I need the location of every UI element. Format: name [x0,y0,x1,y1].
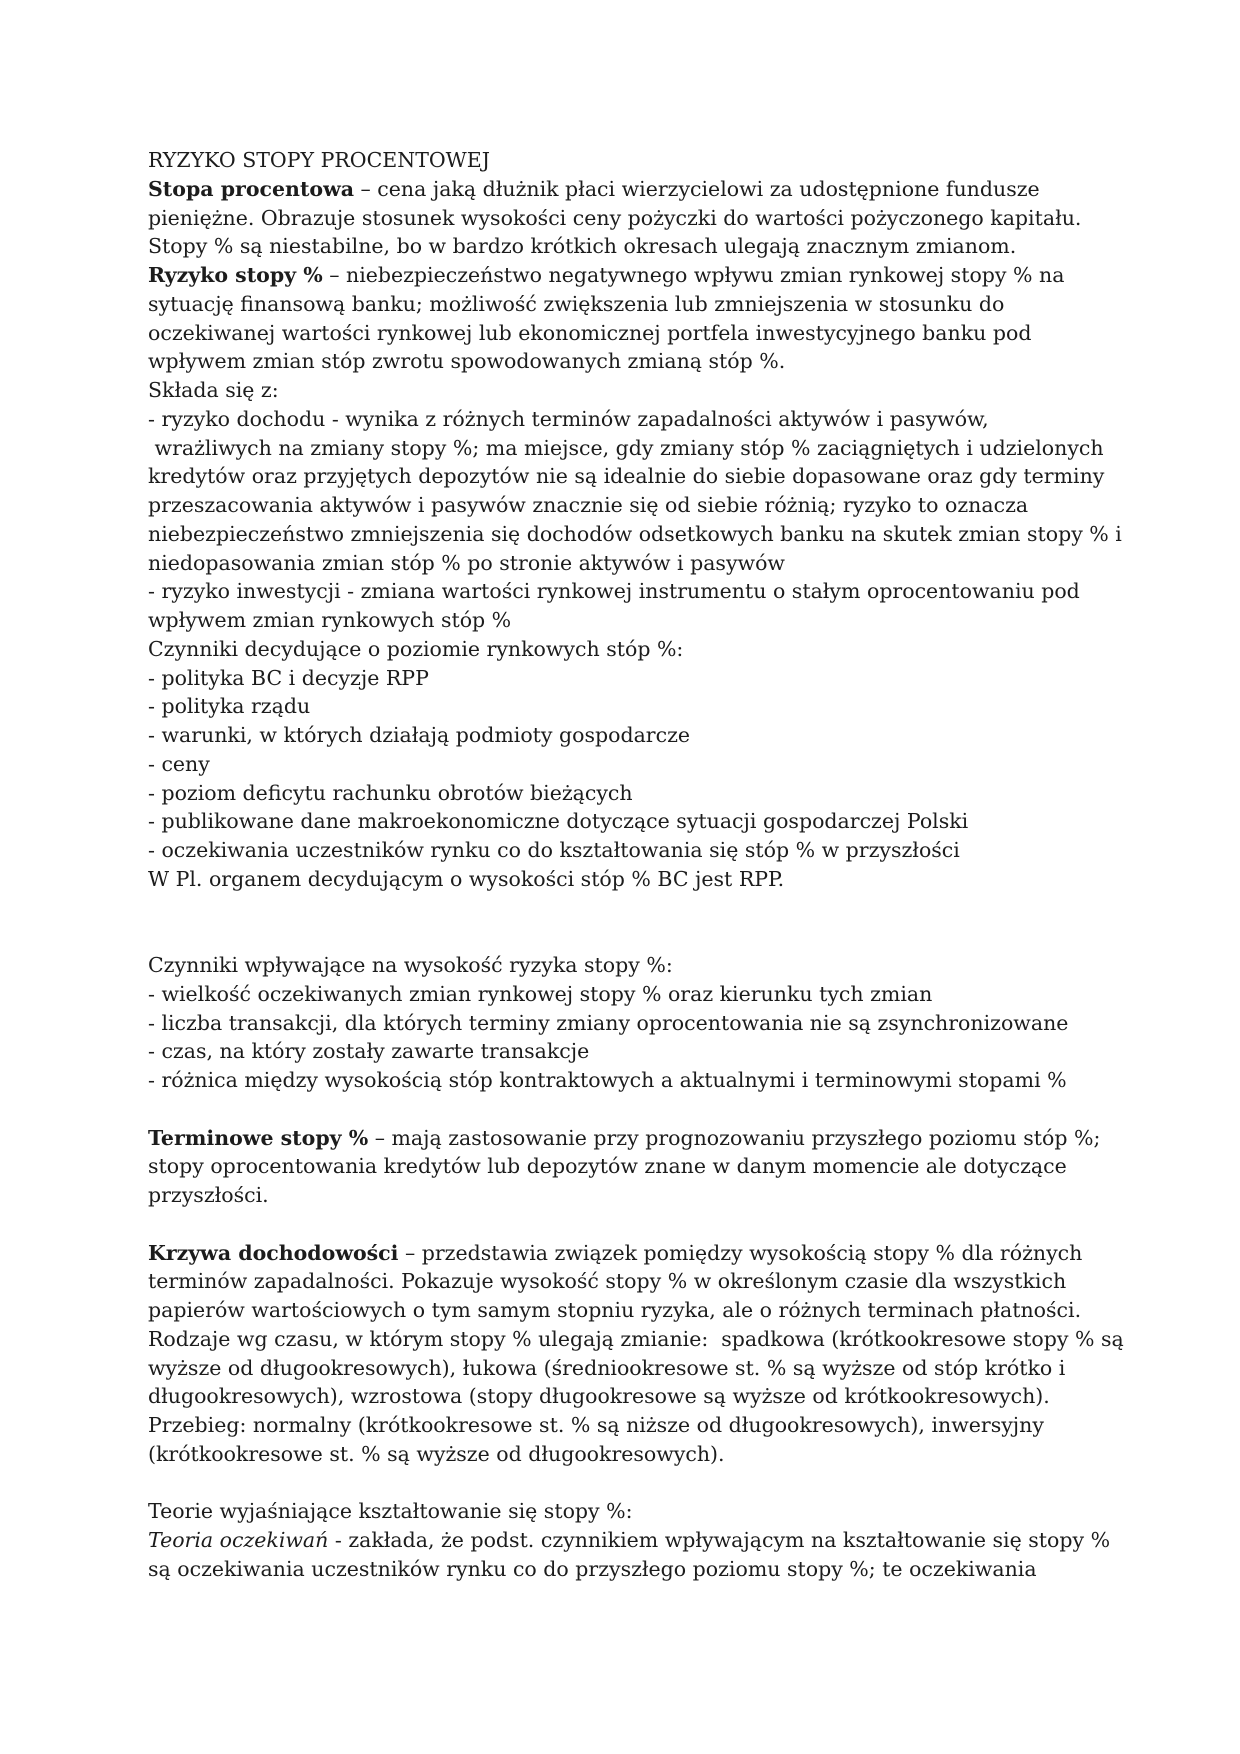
line-text: – niebezpieczeństwo negatywnego wpływu zmian rynkowej stopy % na [322,263,1065,287]
blank-line [148,922,1108,951]
line-text: - polityka BC i decyzje RPP [148,665,429,690]
term-bold: Terminowe stopy % [148,1125,369,1150]
line-text: - publikowane dane makroekonomiczne dotyczące sytuacji gospodarczej Polski [148,809,969,834]
line-text: - ryzyko dochodu - wynika z różnych terminów zapadalności aktywów i pasywów, [148,406,989,431]
line-text: wpływem zmian stóp zwrotu spowodowanych zmianą stóp %. [148,349,786,374]
line-text: - różnica między wysokością stóp kontraktowych a aktualnymi i terminowymi stopami % [148,1068,1067,1092]
document-body [148,175,1124,1584]
document-page [148,146,1124,1584]
blank-line [148,1095,1108,1124]
text-line [148,750,1108,779]
text-line [148,1152,1108,1181]
line-text: długookresowych), wzrostowa (stopy długookresowe są wyższe od krótkookresowych). [148,1384,1050,1409]
text-line [148,1009,1108,1038]
text-line [148,577,1108,606]
line-text: - zakłada, że podst. czynnikiem wpływającym na kształtowanie się stopy % [328,1528,1111,1552]
line-text: kredytów oraz przyjętych depozytów nie są idealnie do siebie dopasowane oraz gdy terminy [148,464,1105,489]
line-text: - warunki, w których działają podmioty gospodarcze [148,723,691,747]
line-text: wrażliwych na zmiany stopy %; ma miejsce, gdy zmiany stóp % zaciągniętych i udzielonych [148,435,1104,460]
text-line [148,1325,1124,1354]
text-line [148,836,1108,865]
blank-line [148,894,1108,923]
text-line [148,1037,1108,1066]
text-line [148,1411,1108,1440]
line-text: sytuację finansową banku; możliwość zwiększenia lub zmniejszenia w stosunku do [148,291,1005,316]
line-text: przeszacowania aktywów i pasywów znacznie się od siebie różnią; ryzyko to oznacza [148,493,1029,517]
text-line [148,347,1108,376]
text-line [148,376,1108,405]
line-text: Czynniki wpływające na wysokość ryzyka stopy %: [148,953,673,977]
line-text: są oczekiwania uczestników rynku co do przyszłego poziomu stopy %; te oczekiwania [148,1556,1037,1581]
line-text: W Pl. organem decydującym o wysokości stóp % BC jest RPP. [148,866,785,891]
line-text: niedopasowania zmian stóp % po stronie aktywów i pasywów [148,550,785,575]
line-text: niebezpieczeństwo zmniejszenia się dochodów odsetkowych banku na skutek zmian stopy % i [148,521,1122,546]
text-line [148,232,1108,261]
line-text: Składa się z: [148,378,279,402]
line-text: – cena jaką dłużnik płaci wierzycielowi za udostępnione fundusze [354,176,1040,201]
line-text: – mają zastosowanie przy prognozowaniu przyszłego poziomu stóp %; [368,1125,1101,1150]
text-line [148,1267,1108,1296]
line-text: pieniężne. Obrazuje stosunek wysokości ceny pożyczki do wartości pożyczonego kapitału. [148,205,1082,230]
line-text: Czynniki decydujące o poziomie rynkowych stóp %: [148,636,684,661]
text-line [148,1526,1111,1555]
line-text: (krótkookresowe st. % są wyższe od długookresowych). [148,1441,725,1466]
line-text: przyszłości. [148,1183,269,1207]
text-line [148,434,1108,463]
text-line [148,204,1108,233]
document-title: RYZYKO STOPY PROCENTOWEJ [148,148,490,172]
text-line [148,664,1108,693]
text-line [148,1124,1108,1153]
text-line [148,405,1108,434]
line-text: terminów zapadalności. Pokazuje wysokość stopy % w określonym czasie dla wszystkich [148,1269,1067,1294]
line-text: Rodzaje wg czasu, w którym stopy % ulegają zmianie: spadkowa (krótkookresowe stopy % są [148,1326,1124,1351]
term-bold: Ryzyko stopy % [148,263,323,287]
text-line [148,491,1108,520]
line-text: papierów wartościowych o tym samym stopniu ryzyka, ale o różnych terminach płatności. [148,1298,1082,1322]
text-line [148,290,1108,319]
line-text: stopy oprocentowania kredytów lub depozytów znane w danym momencie ale dotyczące [148,1154,1067,1179]
term-bold: Stopa procentowa [148,176,355,201]
line-text: Przebieg: normalny (krótkookresowe st. % są niższe od długookresowych), inwersyjny [148,1413,1044,1437]
line-text: wpływem zmian rynkowych stóp % [148,608,512,632]
term-italic: Teoria oczekiwań [148,1528,329,1552]
line-text: - poziom deficytu rachunku obrotów bieżących [148,780,633,805]
line-text: - czas, na który zostały zawarte transakcje [148,1039,590,1064]
line-text: - ryzyko inwestycji - zmiana wartości rynkowej instrumentu o stałym oprocentowaniu pod [148,579,1080,604]
text-line [148,462,1108,491]
line-text: - ceny [148,751,210,776]
text-line [148,319,1108,348]
line-text: oczekiwanej wartości rynkowej lub ekonomicznej portfela inwestycyjnego banku pod [148,320,1032,345]
text-line [148,549,1108,578]
line-text: - liczba transakcji, dla których terminy zmiany oprocentowania nie są zsynchronizowane [148,1010,1069,1035]
line-text: - polityka rządu [148,694,311,719]
blank-line [148,1210,1108,1239]
text-line [148,1181,1108,1210]
text-line [148,1440,1108,1469]
text-line [148,1555,1108,1584]
text-line [148,1296,1108,1325]
blank-line [148,1469,1108,1498]
text-line [148,520,1122,549]
text-line [148,1497,1108,1526]
line-text: - oczekiwania uczestników rynku co do kształtowania się stóp % w przyszłości [148,838,960,862]
text-line [148,1382,1108,1411]
text-line [148,951,1108,980]
text-line [148,261,1108,290]
text-line [148,807,1108,836]
text-line [148,865,1108,894]
text-line [148,1354,1108,1383]
text-line [148,175,1108,204]
text-line [148,980,1108,1009]
text-line [148,606,1108,635]
text-line [148,779,1108,808]
text-line [148,1239,1108,1268]
line-text: – przedstawia związek pomiędzy wysokością stopy % dla różnych [398,1240,1083,1265]
text-line [148,721,1108,750]
line-text: Teorie wyjaśniające kształtowanie się stopy %: [148,1499,633,1524]
line-text: Stopy % są niestabilne, bo w bardzo krótkich okresach ulegają znacznym zmianom. [148,234,1017,259]
text-line [148,635,1108,664]
line-text: - wielkość oczekiwanych zmian rynkowej stopy % oraz kierunku tych zmian [148,981,933,1006]
text-line [148,692,1108,721]
text-line [148,1066,1108,1095]
line-text: wyższe od długookresowych), łukowa (średniookresowe st. % są wyższe od stóp krótko i [148,1355,1066,1380]
term-bold: Krzywa dochodowości [148,1240,399,1265]
